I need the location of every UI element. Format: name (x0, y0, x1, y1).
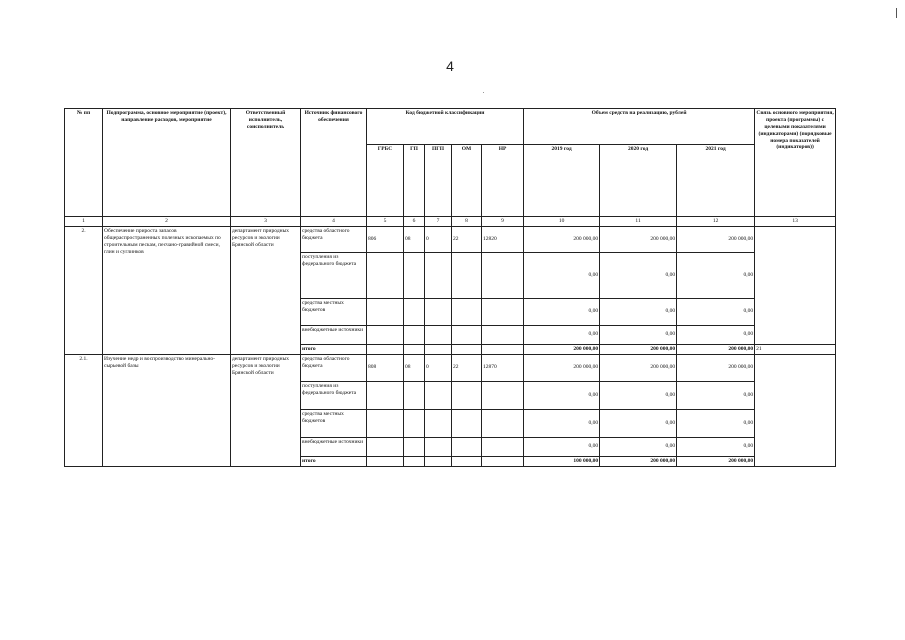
gp-cell: 08 (404, 226, 425, 252)
header-2020: 2020 год (600, 145, 677, 217)
source-cell: средства областного бюджета (301, 226, 367, 252)
gp-cell (404, 298, 425, 325)
header-gp: ГП (404, 145, 425, 217)
gp-cell (404, 325, 425, 344)
header-link: Связь основного мероприятия, проекта (программы) с целевыми показателями (индикаторами) (порядковые номера показателей (индикаторов)) (755, 109, 836, 217)
om-cell (452, 437, 482, 456)
total-label: итого (301, 344, 367, 354)
pgp-cell: 0 (425, 354, 452, 381)
value-2021: 200 000,00 (677, 354, 755, 381)
gp-cell (404, 252, 425, 298)
col-number: 12 (677, 217, 755, 227)
col-number: 13 (755, 217, 836, 227)
grbs-cell (367, 325, 404, 344)
om-cell: 22 (452, 226, 482, 252)
nr-cell (482, 456, 524, 466)
value-2021: 200 000,00 (677, 226, 755, 252)
gp-cell (404, 409, 425, 437)
nr-cell: 12820 (482, 226, 524, 252)
value-2021: 0,00 (677, 437, 755, 456)
gp-cell (404, 456, 425, 466)
scan-dot (483, 92, 484, 93)
header-subprogram: Подпрограмма, основное мероприятие (проект), направление расходов, мероприятие (103, 109, 231, 217)
col-number: 7 (425, 217, 452, 227)
pgp-cell (425, 409, 452, 437)
pgp-cell (425, 381, 452, 409)
nr-cell (482, 298, 524, 325)
grbs-cell (367, 298, 404, 325)
om-cell: 22 (452, 354, 482, 381)
value-2020: 200 000,00 (600, 226, 677, 252)
value-2020: 0,00 (600, 437, 677, 456)
header-nr: НР (482, 145, 524, 217)
nr-cell (482, 381, 524, 409)
total-label: итого (301, 456, 367, 466)
value-2020: 0,00 (600, 325, 677, 344)
page-edge-mark (896, 8, 897, 18)
header-grbs: ГРБС (367, 145, 404, 217)
header-2021: 2021 год (677, 145, 755, 217)
total-2020: 200 000,00 (600, 456, 677, 466)
value-2019: 200 000,00 (524, 226, 600, 252)
pgp-cell (425, 298, 452, 325)
block-num: 2. (65, 226, 103, 354)
col-number: 1 (65, 217, 103, 227)
page-number: 4 (446, 58, 454, 74)
value-2020: 200 000,00 (600, 354, 677, 381)
value-2020: 0,00 (600, 409, 677, 437)
value-2019: 0,00 (524, 298, 600, 325)
pgp-cell (425, 344, 452, 354)
value-2021: 0,00 (677, 381, 755, 409)
om-cell (452, 381, 482, 409)
col-number: 5 (367, 217, 404, 227)
header-om: ОМ (452, 145, 482, 217)
source-cell: средства областного бюджета (301, 354, 367, 381)
nr-cell (482, 252, 524, 298)
gp-cell (404, 381, 425, 409)
grbs-cell (367, 409, 404, 437)
col-number: 8 (452, 217, 482, 227)
total-2021: 200 000,00 (677, 456, 755, 466)
om-cell (452, 325, 482, 344)
om-cell (452, 298, 482, 325)
grbs-cell (367, 456, 404, 466)
pgp-cell (425, 252, 452, 298)
header-num: № пп (65, 109, 103, 217)
value-2021: 0,00 (677, 298, 755, 325)
total-2019: 200 000,00 (524, 344, 600, 354)
nr-cell (482, 325, 524, 344)
col-number: 6 (404, 217, 425, 227)
source-cell: средства местных бюджетов (301, 298, 367, 325)
nr-cell (482, 409, 524, 437)
om-cell (452, 344, 482, 354)
value-2020: 0,00 (600, 252, 677, 298)
col-number: 3 (231, 217, 301, 227)
block-num: 2.1. (65, 354, 103, 466)
value-2021: 0,00 (677, 409, 755, 437)
grbs-cell (367, 252, 404, 298)
total-link: 21 (755, 344, 836, 354)
grbs-cell (367, 381, 404, 409)
gp-cell: 08 (404, 354, 425, 381)
grbs-cell (367, 344, 404, 354)
col-number: 9 (482, 217, 524, 227)
pgp-cell (425, 456, 452, 466)
total-2019: 100 000,00 (524, 456, 600, 466)
budget-table (64, 108, 836, 467)
pgp-cell: 0 (425, 226, 452, 252)
source-cell: поступления из федерального бюджета (301, 381, 367, 409)
col-number: 11 (600, 217, 677, 227)
header-2019: 2019 год (524, 145, 600, 217)
value-2021: 0,00 (677, 325, 755, 344)
gp-cell (404, 344, 425, 354)
grbs-cell (367, 437, 404, 456)
grbs-cell: 808 (367, 354, 404, 381)
om-cell (452, 409, 482, 437)
block-name: Обеспечение прироста запасов общераспространенных полезных ископаемых по строительным пескам, песчано-гравийной смеси, глин и суглинков (103, 226, 231, 354)
value-2020: 0,00 (600, 298, 677, 325)
nr-cell: 12870 (482, 354, 524, 381)
value-2019: 0,00 (524, 409, 600, 437)
source-cell: средства местных бюджетов (301, 409, 367, 437)
block-name: Изучение недр и воспроизводство минерально-сырьевой базы (103, 354, 231, 466)
gp-cell (404, 437, 425, 456)
pgp-cell (425, 325, 452, 344)
om-cell (452, 456, 482, 466)
col-number: 4 (301, 217, 367, 227)
header-executor: Ответственный исполнитель, соисполнитель (231, 109, 301, 217)
header-source: Источник финансового обеспечения (301, 109, 367, 217)
grbs-cell: 806 (367, 226, 404, 252)
value-2021: 0,00 (677, 252, 755, 298)
value-2019: 0,00 (524, 252, 600, 298)
header-budget-code: Код бюджетной классификации (367, 109, 524, 145)
pgp-cell (425, 437, 452, 456)
link-cell (755, 226, 836, 344)
nr-cell (482, 344, 524, 354)
header-pgp: ПГП (425, 145, 452, 217)
header-volume: Объем средств на реализацию, рублей (524, 109, 755, 145)
total-2021: 200 000,00 (677, 344, 755, 354)
value-2019: 0,00 (524, 381, 600, 409)
source-cell: внебюджетные источники (301, 437, 367, 456)
value-2019: 0,00 (524, 437, 600, 456)
total-2020: 200 000,00 (600, 344, 677, 354)
source-cell: внебюджетные источники (301, 325, 367, 344)
nr-cell (482, 437, 524, 456)
col-number: 10 (524, 217, 600, 227)
source-cell: поступления из федерального бюджета (301, 252, 367, 298)
om-cell (452, 252, 482, 298)
value-2019: 200 000,00 (524, 354, 600, 381)
value-2019: 0,00 (524, 325, 600, 344)
col-number: 2 (103, 217, 231, 227)
block-executor: департамент природных ресурсов и экологии Брянской области (231, 354, 301, 466)
block-executor: департамент природных ресурсов и экологии Брянской области (231, 226, 301, 354)
link-cell (755, 354, 836, 466)
value-2020: 0,00 (600, 381, 677, 409)
